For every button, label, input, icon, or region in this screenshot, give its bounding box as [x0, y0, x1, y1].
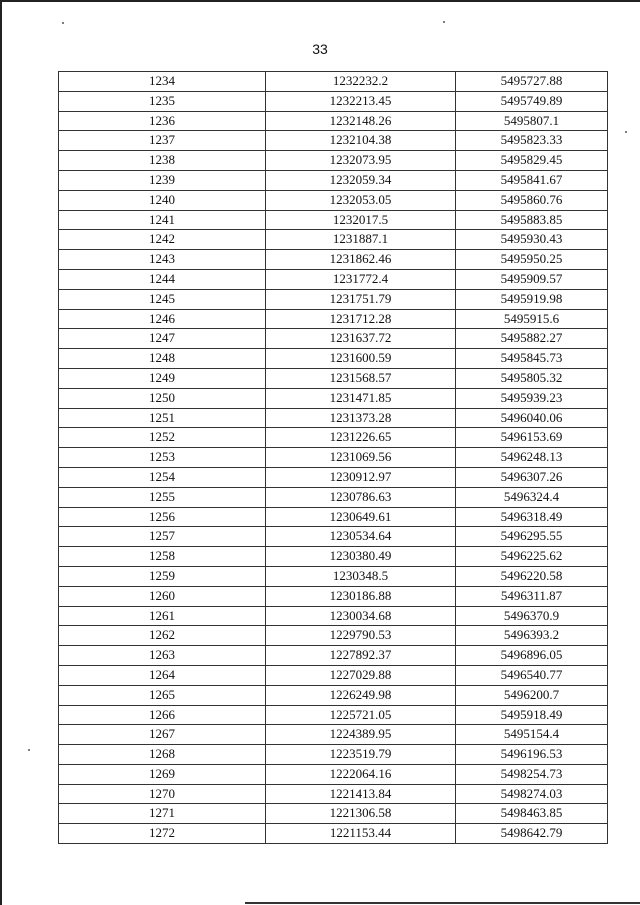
point-number-cell: 1246 — [59, 309, 266, 329]
table-row — [59, 725, 608, 745]
page-number: 33 — [312, 41, 328, 57]
point-number-cell: 1245 — [59, 289, 266, 309]
point-number-cell: 1234 — [59, 72, 266, 92]
y-coordinate-cell: 5495829.45 — [456, 151, 608, 171]
point-number-cell: 1254 — [59, 467, 266, 487]
table-row — [59, 626, 608, 646]
point-number-cell: 1258 — [59, 547, 266, 567]
table-row — [59, 685, 608, 705]
point-number-cell: 1244 — [59, 269, 266, 289]
point-number-cell: 1247 — [59, 329, 266, 349]
y-coordinate-cell: 5495727.88 — [456, 72, 608, 92]
point-number-cell: 1243 — [59, 250, 266, 270]
table-row — [59, 289, 608, 309]
point-number-cell: 1257 — [59, 527, 266, 547]
table-row — [59, 170, 608, 190]
table-row — [59, 646, 608, 666]
x-coordinate-cell: 1232232.2 — [266, 72, 456, 92]
point-number-cell: 1263 — [59, 646, 266, 666]
table-row — [59, 606, 608, 626]
x-coordinate-cell: 1230186.88 — [266, 586, 456, 606]
y-coordinate-cell: 5496153.69 — [456, 428, 608, 448]
y-coordinate-cell: 5498274.03 — [456, 784, 608, 804]
x-coordinate-cell: 1231226.65 — [266, 428, 456, 448]
point-number-cell: 1270 — [59, 784, 266, 804]
x-coordinate-cell: 1231772.4 — [266, 269, 456, 289]
point-number-cell: 1252 — [59, 428, 266, 448]
table-row — [59, 131, 608, 151]
x-coordinate-cell: 1232104.38 — [266, 131, 456, 151]
y-coordinate-cell: 5496196.53 — [456, 745, 608, 765]
y-coordinate-cell: 5495823.33 — [456, 131, 608, 151]
scan-speck — [28, 749, 30, 751]
table-row — [59, 764, 608, 784]
x-coordinate-cell: 1232053.05 — [266, 190, 456, 210]
table-row — [59, 745, 608, 765]
y-coordinate-cell: 5495845.73 — [456, 349, 608, 369]
y-coordinate-cell: 5496200.7 — [456, 685, 608, 705]
point-number-cell: 1266 — [59, 705, 266, 725]
table-row — [59, 250, 608, 270]
point-number-cell: 1260 — [59, 586, 266, 606]
point-number-cell: 1239 — [59, 170, 266, 190]
y-coordinate-cell: 5496248.13 — [456, 448, 608, 468]
y-coordinate-cell: 5495749.89 — [456, 91, 608, 111]
x-coordinate-cell: 1230034.68 — [266, 606, 456, 626]
y-coordinate-cell: 5495930.43 — [456, 230, 608, 250]
x-coordinate-cell: 1227029.88 — [266, 665, 456, 685]
point-number-cell: 1261 — [59, 606, 266, 626]
x-coordinate-cell: 1231637.72 — [266, 329, 456, 349]
y-coordinate-cell: 5496370.9 — [456, 606, 608, 626]
table-row — [59, 269, 608, 289]
table-row — [59, 190, 608, 210]
point-number-cell: 1237 — [59, 131, 266, 151]
y-coordinate-cell: 5495805.32 — [456, 368, 608, 388]
y-coordinate-cell: 5496295.55 — [456, 527, 608, 547]
table-row — [59, 467, 608, 487]
scan-speck — [62, 22, 64, 24]
x-coordinate-cell: 1222064.16 — [266, 764, 456, 784]
x-coordinate-cell: 1230786.63 — [266, 487, 456, 507]
table-row — [59, 368, 608, 388]
y-coordinate-cell: 5495919.98 — [456, 289, 608, 309]
table-row — [59, 547, 608, 567]
point-number-cell: 1268 — [59, 745, 266, 765]
y-coordinate-cell: 5495915.6 — [456, 309, 608, 329]
y-coordinate-cell: 5498463.85 — [456, 804, 608, 824]
y-coordinate-cell: 5495841.67 — [456, 170, 608, 190]
table-row — [59, 665, 608, 685]
x-coordinate-cell: 1231600.59 — [266, 349, 456, 369]
y-coordinate-cell: 5495883.85 — [456, 210, 608, 230]
table-row — [59, 448, 608, 468]
y-coordinate-cell: 5495807.1 — [456, 111, 608, 131]
table-row — [59, 705, 608, 725]
point-number-cell: 1242 — [59, 230, 266, 250]
x-coordinate-cell: 1232059.34 — [266, 170, 456, 190]
point-number-cell: 1265 — [59, 685, 266, 705]
table-row — [59, 586, 608, 606]
point-number-cell: 1267 — [59, 725, 266, 745]
table-row — [59, 804, 608, 824]
x-coordinate-cell: 1231069.56 — [266, 448, 456, 468]
table-row — [59, 408, 608, 428]
point-number-cell: 1248 — [59, 349, 266, 369]
y-coordinate-cell: 5496318.49 — [456, 507, 608, 527]
x-coordinate-cell: 1231373.28 — [266, 408, 456, 428]
table-row — [59, 566, 608, 586]
table-row — [59, 210, 608, 230]
point-number-cell: 1262 — [59, 626, 266, 646]
x-coordinate-cell: 1224389.95 — [266, 725, 456, 745]
coordinates-table-body — [59, 72, 608, 844]
table-row — [59, 72, 608, 92]
table-row — [59, 329, 608, 349]
table-row — [59, 230, 608, 250]
x-coordinate-cell: 1226249.98 — [266, 685, 456, 705]
table-row — [59, 349, 608, 369]
page-border-bottom — [245, 902, 640, 904]
point-number-cell: 1272 — [59, 824, 266, 844]
y-coordinate-cell: 5495939.23 — [456, 388, 608, 408]
point-number-cell: 1253 — [59, 448, 266, 468]
coordinates-table — [58, 71, 608, 844]
point-number-cell: 1240 — [59, 190, 266, 210]
point-number-cell: 1236 — [59, 111, 266, 131]
x-coordinate-cell: 1230534.64 — [266, 527, 456, 547]
page-border-top — [0, 0, 640, 2]
point-number-cell: 1259 — [59, 566, 266, 586]
x-coordinate-cell: 1225721.05 — [266, 705, 456, 725]
point-number-cell: 1241 — [59, 210, 266, 230]
table-row — [59, 428, 608, 448]
x-coordinate-cell: 1232213.45 — [266, 91, 456, 111]
y-coordinate-cell: 5496393.2 — [456, 626, 608, 646]
x-coordinate-cell: 1223519.79 — [266, 745, 456, 765]
table-row — [59, 388, 608, 408]
x-coordinate-cell: 1221153.44 — [266, 824, 456, 844]
x-coordinate-cell: 1230912.97 — [266, 467, 456, 487]
x-coordinate-cell: 1230380.49 — [266, 547, 456, 567]
point-number-cell: 1256 — [59, 507, 266, 527]
y-coordinate-cell: 5495918.49 — [456, 705, 608, 725]
x-coordinate-cell: 1232017.5 — [266, 210, 456, 230]
x-coordinate-cell: 1231751.79 — [266, 289, 456, 309]
x-coordinate-cell: 1231471.85 — [266, 388, 456, 408]
page-border-left — [0, 0, 2, 905]
y-coordinate-cell: 5496040.06 — [456, 408, 608, 428]
table-row — [59, 527, 608, 547]
x-coordinate-cell: 1231862.46 — [266, 250, 456, 270]
y-coordinate-cell: 5496311.87 — [456, 586, 608, 606]
y-coordinate-cell: 5495909.57 — [456, 269, 608, 289]
x-coordinate-cell: 1231712.28 — [266, 309, 456, 329]
table-row — [59, 507, 608, 527]
x-coordinate-cell: 1231887.1 — [266, 230, 456, 250]
x-coordinate-cell: 1221413.84 — [266, 784, 456, 804]
y-coordinate-cell: 5498642.79 — [456, 824, 608, 844]
x-coordinate-cell: 1231568.57 — [266, 368, 456, 388]
point-number-cell: 1249 — [59, 368, 266, 388]
table-row — [59, 487, 608, 507]
table-row — [59, 91, 608, 111]
table-row — [59, 111, 608, 131]
y-coordinate-cell: 5496220.58 — [456, 566, 608, 586]
scan-speck — [625, 131, 627, 133]
y-coordinate-cell: 5496307.26 — [456, 467, 608, 487]
point-number-cell: 1264 — [59, 665, 266, 685]
y-coordinate-cell: 5496225.62 — [456, 547, 608, 567]
table-row — [59, 309, 608, 329]
y-coordinate-cell: 5495860.76 — [456, 190, 608, 210]
y-coordinate-cell: 5498254.73 — [456, 764, 608, 784]
table-row — [59, 784, 608, 804]
scan-speck — [443, 21, 445, 23]
table-row — [59, 151, 608, 171]
point-number-cell: 1238 — [59, 151, 266, 171]
y-coordinate-cell: 5495154.4 — [456, 725, 608, 745]
point-number-cell: 1255 — [59, 487, 266, 507]
x-coordinate-cell: 1232148.26 — [266, 111, 456, 131]
x-coordinate-cell: 1230348.5 — [266, 566, 456, 586]
table-row — [59, 824, 608, 844]
point-number-cell: 1250 — [59, 388, 266, 408]
point-number-cell: 1251 — [59, 408, 266, 428]
y-coordinate-cell: 5495950.25 — [456, 250, 608, 270]
x-coordinate-cell: 1221306.58 — [266, 804, 456, 824]
y-coordinate-cell: 5496896.05 — [456, 646, 608, 666]
x-coordinate-cell: 1229790.53 — [266, 626, 456, 646]
y-coordinate-cell: 5496540.77 — [456, 665, 608, 685]
x-coordinate-cell: 1232073.95 — [266, 151, 456, 171]
y-coordinate-cell: 5495882.27 — [456, 329, 608, 349]
point-number-cell: 1269 — [59, 764, 266, 784]
point-number-cell: 1235 — [59, 91, 266, 111]
y-coordinate-cell: 5496324.4 — [456, 487, 608, 507]
x-coordinate-cell: 1227892.37 — [266, 646, 456, 666]
x-coordinate-cell: 1230649.61 — [266, 507, 456, 527]
point-number-cell: 1271 — [59, 804, 266, 824]
